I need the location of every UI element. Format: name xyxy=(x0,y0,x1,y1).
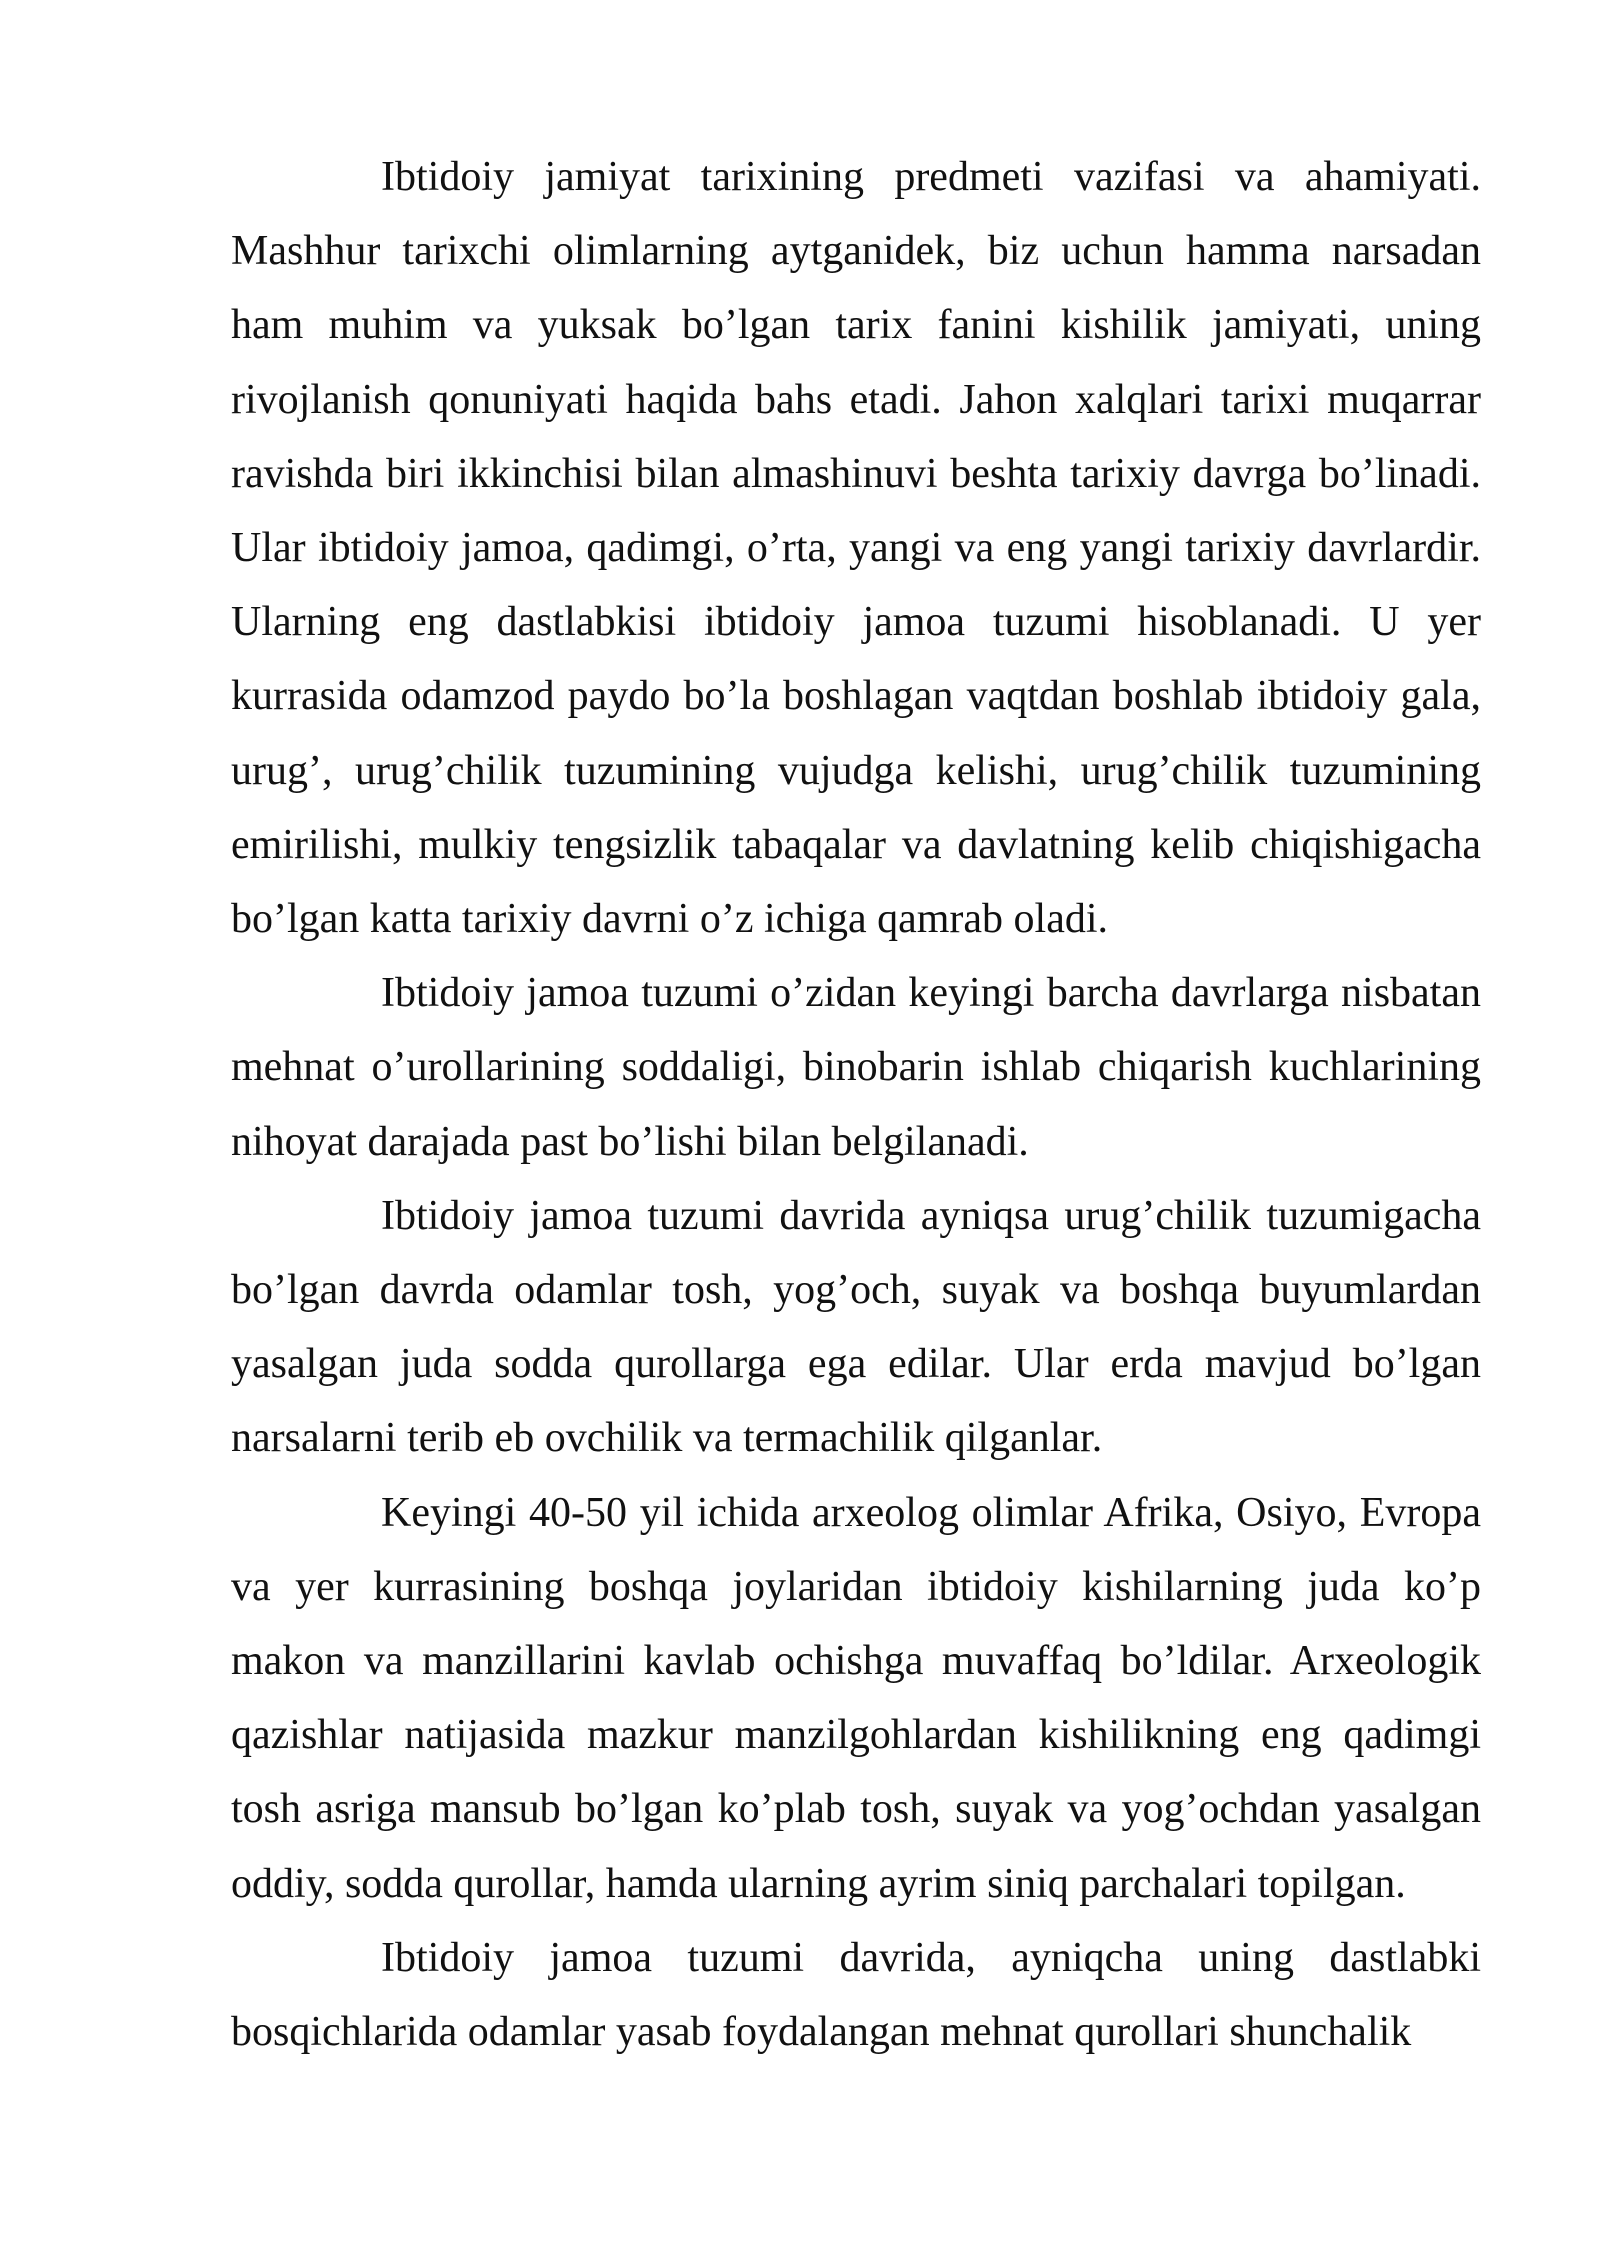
document-body xyxy=(231,140,1481,2069)
paragraph-3: Ibtidoiy jamoa tuzumi davrida ayniqsa urug’chilik tuzumigacha bo’lgan davrda odamlar tosh, yog’och, suyak va boshqa buyumlardan yasalgan juda sodda qurollarga ega edilar. Ular erda mavjud bo’lgan narsalarni terib eb ovchilik va termachilik qilganlar. xyxy=(231,1192,1481,1462)
paragraph-4: Keyingi 40-50 yil ichida arxeolog olimlar Afrika, Osiyo, Evropa va yer kurrasining boshqa joylaridan ibtidoiy kishilarning juda ko’p makon va manzillarini kavlab ochishga muvaffaq bo’ldilar. Arxeologik qazishlar natijasida mazkur manzilgohlardan kishilikning eng qadimgi tosh asriga mansub bo’lgan ko’plab tosh, suyak va yog’ochdan yasalgan oddiy, sodda qurollar, hamda ularning ayrim siniq parchalari topilgan. xyxy=(231,1489,1481,1907)
paragraph-2: Ibtidoiy jamoa tuzumi o’zidan keyingi barcha davrlarga nisbatan mehnat o’urollarining soddaligi, binobarin ishlab chiqarish kuchlarining nihoyat darajada past bo’lishi bilan belgilanadi. xyxy=(231,970,1481,1165)
paragraph-1: Ibtidoiy jamiyat tarixining predmeti vazifasi va ahamiyati. Mashhur tarixchi olimlarning aytganidek, biz uchun hamma narsadan ham muhim va yuksak bo’lgan tarix fanini kishilik jamiyati, uning rivojlanish qonuniyati haqida bahs etadi. Jahon xalqlari tarixi muqarrar ravishda biri ikkinchisi bilan almashinuvi beshta tarixiy davrga bo’linadi. Ular ibtidoiy jamoa, qadimgi, o’rta, yangi va eng yangi tarixiy davrlardir. Ularning eng dastlabkisi ibtidoiy jamoa tuzumi hisoblanadi. U yer kurrasida odamzod paydo bo’la boshlagan vaqtdan boshlab ibtidoiy gala, urug’, urug’chilik tuzumining vujudga kelishi, urug’chilik tuzumining emirilishi, mulkiy tengsizlik tabaqalar va davlatning kelib chiqishigacha bo’lgan katta tarixiy davrni o’z ichiga qamrab oladi. xyxy=(231,154,1481,943)
paragraph-5: Ibtidoiy jamoa tuzumi davrida, ayniqcha uning dastlabki bosqichlarida odamlar yasab foydalangan mehnat qurollari shunchalik xyxy=(231,1934,1481,2056)
